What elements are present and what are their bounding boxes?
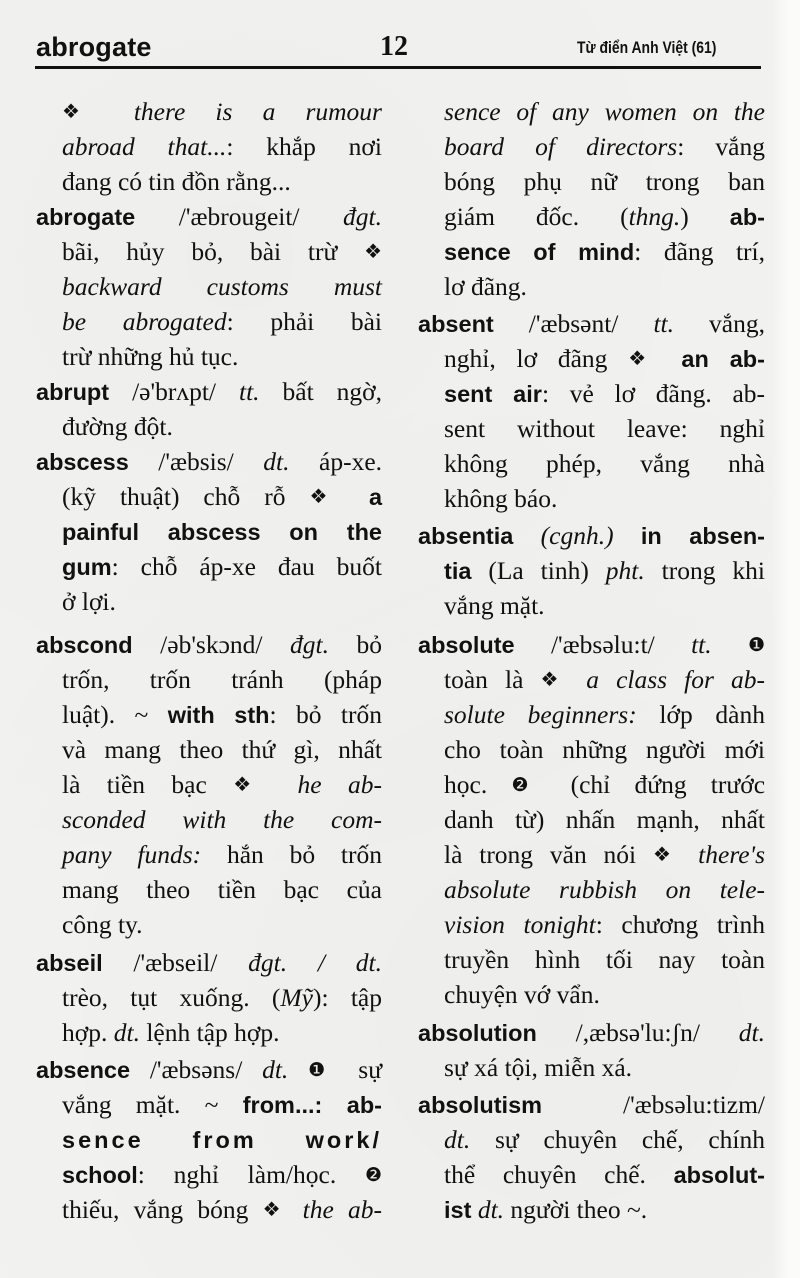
text-line: danh từ) nhấn mạnh, nhất [444, 805, 765, 834]
text-line: hợp. dt. lệnh tập hợp. [62, 1018, 280, 1047]
example-marker-icon: ❖ [540, 669, 570, 691]
text-line: bóng phụ nữ trong ban [444, 167, 765, 196]
text-line: sence of mind: đãng trí, [444, 237, 765, 266]
text-line: bãi, hủy bỏ, bài trừ ❖ [62, 237, 383, 266]
example-marker-icon: ❖ [262, 1199, 289, 1221]
text-line: school: nghỉ làm/học. ❷ [62, 1160, 383, 1189]
pronunciation: /'æbseil/ [133, 948, 218, 977]
headword: absolutism [418, 1092, 543, 1118]
headword: abscond [36, 632, 133, 658]
sense-2-icon: ❷ [511, 774, 547, 796]
text-line: sent air: vẻ lơ đãng. ab- [444, 379, 766, 408]
text-line: ist dt. người theo ~. [444, 1195, 648, 1224]
part-of-speech: đgt. / [248, 948, 325, 977]
text-line: nghỉ, lơ đãng ❖ an ab- [444, 344, 765, 373]
text-line: trừ những hủ tục. [62, 342, 239, 371]
text-line: thể chuyên chế. absolut- [444, 1160, 765, 1189]
part-of-speech: tt. [653, 309, 674, 338]
example-marker-icon: ❖ [309, 486, 345, 508]
headword: abseil [36, 950, 103, 976]
text-line: (kỹ thuật) chỗ rỗ ❖ a [62, 482, 383, 511]
example-marker-icon: ❖ [364, 241, 383, 263]
text-line: solute beginners: lớp dành [444, 700, 766, 729]
text-line: gum: chỗ áp-xe đau buốt [62, 552, 382, 581]
text-line: lơ đãng. [444, 272, 527, 301]
part-of-speech: dt. [444, 1125, 471, 1154]
text-line: sự xá tội, miễn xá. [444, 1053, 633, 1082]
sense-2-icon: ❷ [364, 1164, 383, 1186]
example-marker-icon: ❖ [62, 101, 104, 123]
text-line: backward customs must [62, 272, 382, 301]
text-line: thiếu, vắng bóng ❖ the ab- [62, 1195, 383, 1224]
headword: abrogate [36, 204, 136, 230]
text-line: truyền hình tối nay toàn [444, 945, 765, 974]
book-title: Từ điển Anh Việt (61) [577, 38, 717, 57]
text-line: trốn, trốn tránh (pháp [62, 665, 382, 694]
entry-absolution [418, 1015, 765, 1050]
entry-absence: absence /'æbsəns/ dt. ❶ sự [36, 1055, 383, 1084]
entry-absent: absent /'æbsənt/ tt. vắng, [418, 309, 765, 338]
part-of-speech: dt. [738, 1018, 766, 1047]
entry-abscond: abscond /əb'skɔnd/ đgt. bỏ [36, 630, 383, 659]
headword: abrupt [36, 379, 110, 405]
text-line: dt. sự chuyên chế, chính [444, 1125, 766, 1154]
pronunciation: /'æbsəlu:tizm/ [622, 1090, 765, 1119]
pronunciation: /'æbsəns/ [149, 1055, 243, 1084]
headword: absolution [418, 1020, 537, 1046]
headword: absentia [418, 523, 514, 549]
pronunciation: /'æbsəlu:t/ [550, 630, 655, 659]
headword: absence [36, 1057, 131, 1083]
sense-1-icon: ❶ [747, 634, 765, 656]
text-line: board of directors: vắng [444, 132, 765, 161]
text-line: học. ❷ (chỉ đứng trước [444, 770, 766, 799]
page-edge [772, 0, 800, 1278]
part-of-speech: đgt. [343, 202, 383, 231]
part-of-speech: tt. [691, 630, 712, 659]
entry-absolute [418, 627, 765, 662]
text-line: sence from work/ [62, 1127, 382, 1153]
headword: abscess [36, 449, 129, 475]
pronunciation: /ə'brʌpt/ [132, 377, 217, 406]
text-line: painful abscess on the [62, 519, 382, 545]
text-line: abroad that...: khắp nơi [62, 132, 382, 161]
text-line: và mang theo thứ gì, nhất [62, 735, 382, 764]
entry-abseil: abseil /'æbseil/ đgt. / dt. [36, 948, 383, 977]
text-line: trèo, tụt xuống. (Mỹ): tập [62, 983, 382, 1012]
example-marker-icon: ❖ [652, 844, 682, 866]
text-line: vắng mặt. ~ from...: ab- [62, 1090, 382, 1119]
text-line: absolute rubbish on tele- [444, 875, 765, 904]
part-of-speech: dt. [263, 447, 290, 476]
text-line: vắng mặt. [444, 591, 545, 620]
sense-1-icon: ❶ [308, 1059, 339, 1081]
text-line: be abrogated: phải bài [62, 307, 383, 336]
text-line: là trong văn nói ❖ there's [444, 840, 765, 869]
text-line: sent without leave: nghỉ [444, 414, 765, 443]
example-marker-icon: ❖ [628, 348, 661, 370]
entry-absentia: absentia (cgnh.) in absen- [418, 521, 765, 550]
example-marker-icon: ❖ [233, 774, 272, 796]
pronunciation: /'æbsis/ [158, 447, 234, 476]
page-number: 12 [380, 31, 408, 62]
text-line: mang theo tiền bạc của [62, 875, 382, 904]
text-line: luật). ~ with sth: bỏ trốn [62, 700, 382, 729]
pronunciation: /əb'skɔnd/ [160, 630, 263, 659]
entry-abrupt: abrupt /ə'brʌpt/ tt. bất ngờ, [36, 377, 383, 406]
text-line: pany funds: hắn bỏ trốn [62, 840, 382, 869]
text-line: chuyện vớ vẩn. [444, 980, 600, 1009]
text-line: sence of any women on the [444, 97, 765, 126]
pronunciation: /'æbsənt/ [528, 309, 619, 338]
headword: absent [418, 311, 494, 337]
header-rule [35, 66, 761, 69]
guide-word: abrogate [36, 32, 152, 62]
part-of-speech: tt. [239, 377, 260, 406]
text-line: tia (La tinh) pht. trong khi [444, 556, 765, 585]
entry-abscess: abscess /'æbsis/ dt. áp-xe. [36, 447, 383, 476]
text-line: giám đốc. (thng.) ab- [444, 202, 765, 231]
text-line: không báo. [444, 484, 558, 513]
headword: absolute [418, 632, 515, 658]
text-line: ❖ there is a rumour [62, 97, 382, 126]
text-line: toàn là ❖ a class for ab- [444, 665, 766, 694]
text-line: đường đột. [62, 412, 173, 441]
text-line: ở lợi. [62, 587, 116, 616]
part-of-speech: đgt. [290, 630, 329, 659]
part-of-speech: (cgnh.) [540, 521, 614, 550]
entry-absolutism [418, 1087, 765, 1122]
entry-abrogate [36, 199, 382, 234]
part-of-speech: dt. [477, 1195, 505, 1224]
text-line: không phép, vắng nhà [444, 449, 765, 478]
pronunciation: /,æbsə'lu:ʃn/ [575, 1018, 700, 1047]
text-line: cho toàn những người mới [444, 735, 765, 764]
pronunciation: /'æbrougeit/ [178, 202, 300, 231]
text-line: công ty. [62, 910, 143, 939]
text-line: là tiền bạc ❖ he ab- [62, 770, 382, 799]
text-line: sconded with the com- [62, 805, 382, 834]
part-of-speech: dt. [262, 1055, 289, 1084]
text-line: đang có tin đồn rằng... [62, 167, 291, 196]
text-line: vision tonight: chương trình [444, 910, 765, 939]
